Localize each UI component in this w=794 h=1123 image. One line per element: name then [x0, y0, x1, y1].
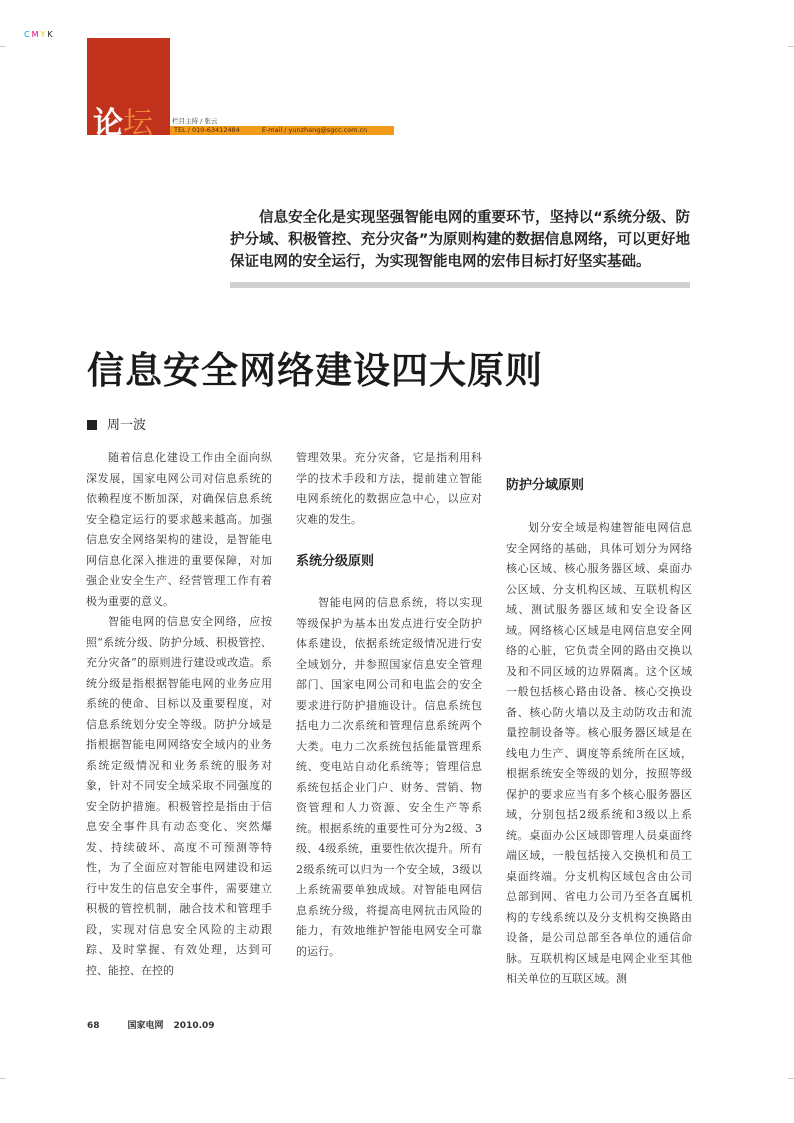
section-heading: 系统分级原则 [296, 554, 375, 569]
issue-number: 2010.09 [173, 1021, 215, 1031]
abstract-rule [230, 282, 690, 288]
column-name [93, 98, 153, 142]
contact-email: E-mail / yunzhang@sgcc.com.cn [261, 126, 368, 134]
article-author [87, 414, 146, 433]
publication-name: 国家电网 [127, 1021, 164, 1031]
body-column-3 [506, 448, 692, 990]
paragraph: 智能电网的信息安全网络，应按照“系统分级、防护分域、积极管控、充分灾备”的原则进行建设或改造。系统分级是指根据智能电网的业务应用系统的使命、目标以及重要程度，对信息系统划分安全等级。防护分域是指根据智能电网网络安全域内的业务系统定级情况和业务系统的服务对象，针对不同安全域采取不同强度的安全防护措施。积极管控是指由于信息安全事件具有动态变化、突然爆发、持续破坏、高度不可预测等特性，为了全面应对智能电网建设和运行中发生的信息安全事件，需要建立积极的管控机制，融合技术和管理手段，实现对信息安全风险的主动跟踪、及时掌握、有效处理，达到可控、能控、在控的 [86, 615, 272, 977]
crop-mark [0, 46, 6, 47]
registration-mark: CMYK [24, 30, 55, 39]
page-number: 68 [87, 1021, 100, 1031]
column-host: 栏目主持 / 张云 [172, 117, 218, 125]
body-column-2 [296, 448, 482, 962]
contact-tel: TEL / 010-63412484 [174, 126, 240, 134]
paragraph: 随着信息化建设工作由全面向纵深发展，国家电网公司对信息系统的依赖程度不断加深，对确保信息系统安全稳定运行的要求越来越高。加强信息安全网络架构的建设，是智能电网信息化深入推进的重要保障，对加强企业安全生产、经营管理工作有着极为重要的意义。 [86, 451, 272, 608]
body-column-1 [86, 448, 272, 981]
contact-bar [170, 126, 394, 135]
column-name-second: 坛 [123, 106, 153, 141]
crop-mark [788, 1078, 794, 1079]
page-footer [87, 1018, 215, 1031]
article-abstract: 信息安全化是实现坚强智能电网的重要环节，坚持以“系统分级、防护分域、积极管控、充分灾备”为原则构建的数据信息网络，可以更好地保证电网的安全运行，为实现智能电网的宏伟目标打好坚实基础。 [230, 210, 690, 270]
author-square-icon [87, 420, 97, 430]
column-name-first: 论 [93, 106, 123, 141]
section-heading: 防护分域原则 [506, 478, 585, 493]
author-name: 周一波 [107, 418, 147, 433]
paragraph: 划分安全域是构建智能电网信息安全网络的基础，具体可划分为网络核心区域、核心服务器区域、桌面办公区域、分支机构区域、互联机构区域、测试服务器区域和安全设备区域。网络核心区域是电网信息安全网络的心脏，它负责全网的路由交换以及和不同区域的边界隔离。这个区域一般包括核心路由设备、核心交换设备、核心防火墙以及主动防攻击和流量控制设备等。核心服务器区域是在线电力生产、调度等系统所在区域，根据系统安全等级的划分，按照等级保护的要求应当有多个核心服务器区域，分别包括2级系统和3级以上系统。桌面办公区域即管理人员桌面终端区域，一般包括接入交换机和员工桌面终端。分支机构区域包含由公司总部到网、省电力公司乃至各直属机构的专线系统以及分支机构交换路由设备，是公司总部至各单位的通信命脉。互联机构区域是电网企业至其他相关单位的互联区域。测 [506, 521, 692, 985]
crop-mark [788, 46, 794, 47]
paragraph: 智能电网的信息系统，将以实现等级保护为基本出发点进行安全防护体系建设，依据系统定级情况进行安全域划分，并参照国家信息安全管理部门、国家电网公司和电监会的安全要求进行防护措施设计。信息系统包括电力二次系统和管理信息系统两个大类。电力二次系统包括能量管理系统、变电站自动化系统等；管理信息系统包括企业门户、财务、营销、物资管理和人力资源、安全生产等系统。根据系统的重要性可分为2级、3级、4级系统，重要性依次提升。所有2级系统可以归为一个安全域，3级以上系统需要单独成域。对智能电网信息系统分级，将提高电网抗击风险的能力，有效地维护智能电网安全可靠的运行。 [296, 596, 482, 958]
crop-mark [0, 1078, 6, 1079]
article-title: 信息安全网络建设四大原则 [87, 349, 543, 392]
paragraph: 管理效果。充分灾备，它是指利用科学的技术手段和方法，提前建立智能电网系统化的数据应急中心，以应对灾难的发生。 [296, 451, 482, 526]
